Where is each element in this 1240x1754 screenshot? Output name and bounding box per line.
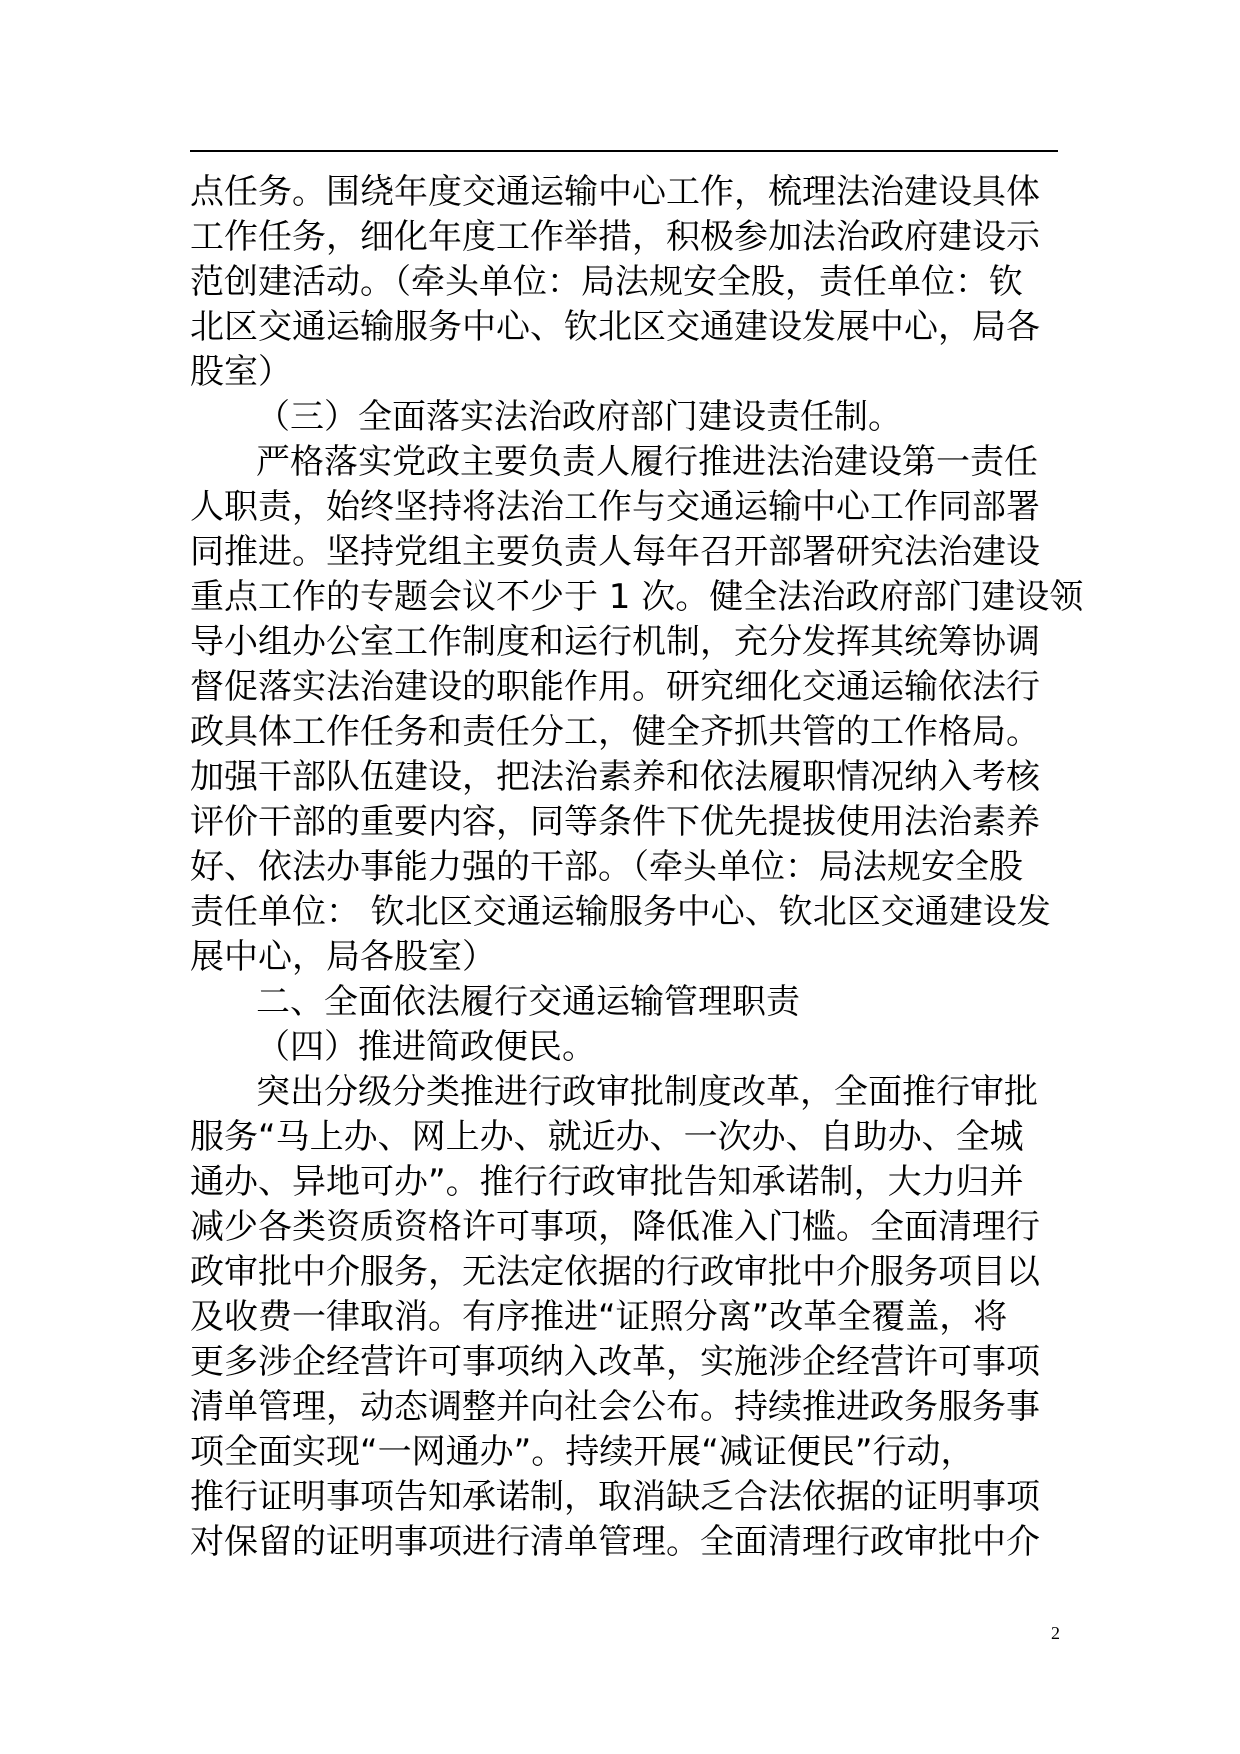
text-line: 更多涉企经营许可事项纳入改革，实施涉企经营许可事项 [190, 1342, 1040, 1382]
text-line: 同推进。坚持党组主要负责人每年召开部署研究法治建设 [190, 532, 1040, 572]
text-line: 加强干部队伍建设，把法治素养和依法履职情况纳入考核 [190, 757, 1040, 797]
text-line: 人职责，始终坚持将法治工作与交通运输中心工作同部署 [190, 487, 1040, 527]
text-line: （四）推进简政便民。 [256, 1027, 596, 1067]
text-line: 工作任务，细化年度工作举措，积极参加法治政府建设示 [190, 217, 1040, 257]
text-line: 清单管理，动态调整并向社会公布。持续推进政务服务事 [190, 1387, 1040, 1427]
text-line: 重点工作的专题会议不少于 1 次。健全法治政府部门建设领 [190, 577, 1084, 617]
text-line: 政审批中介服务，无法定依据的行政审批中介服务项目以 [190, 1252, 1040, 1292]
text-line: （三）全面落实法治政府部门建设责任制。 [256, 397, 902, 437]
text-line: 责任单位： 钦北区交通运输服务中心、钦北区交通建设发 [190, 892, 1051, 932]
text-line: 评价干部的重要内容，同等条件下优先提拔使用法治素养 [190, 802, 1040, 842]
text-line: 二、全面依法履行交通运输管理职责 [256, 982, 800, 1022]
text-line: 对保留的证明事项进行清单管理。全面清理行政审批中介 [190, 1522, 1040, 1562]
text-line: 及收费一律取消。有序推进“证照分离”改革全覆盖，将 [190, 1297, 1008, 1337]
header-rule [190, 150, 1058, 152]
text-line: 严格落实党政主要负责人履行推进法治建设第一责任 [256, 442, 1038, 482]
text-line: 督促落实法治建设的职能作用。研究细化交通运输依法行 [190, 667, 1040, 707]
text-line: 服务“马上办、网上办、就近办、一次办、自助办、全城 [190, 1117, 1024, 1157]
text-line: 导小组办公室工作制度和运行机制，充分发挥其统筹协调 [190, 622, 1040, 662]
text-line: 好、依法办事能力强的干部。（牵头单位：局法规安全股 [190, 847, 1023, 887]
text-line: 推行证明事项告知承诺制，取消缺乏合法依据的证明事项 [190, 1477, 1040, 1517]
text-line: 通办、异地可办”。推行行政审批告知承诺制，大力归并 [190, 1162, 1024, 1202]
text-line: 股室） [190, 352, 292, 392]
body-text [190, 170, 1084, 1565]
text-line: 点任务。围绕年度交通运输中心工作，梳理法治建设具体 [190, 172, 1040, 212]
text-line: 减少各类资质资格许可事项，降低准入门槛。全面清理行 [190, 1207, 1040, 1247]
text-line: 政具体工作任务和责任分工，健全齐抓共管的工作格局。 [190, 712, 1040, 752]
page-number: 2 [1051, 1623, 1060, 1643]
text-line: 展中心，局各股室） [190, 937, 496, 977]
text-line: 北区交通运输服务中心、钦北区交通建设发展中心，局各 [190, 307, 1040, 347]
text-line: 范创建活动。（牵头单位：局法规安全股，责任单位：钦 [190, 262, 1023, 302]
text-line: 突出分级分类推进行政审批制度改革，全面推行审批 [256, 1072, 1038, 1112]
text-line: 项全面实现“一网通办”。持续开展“减证便民”行动， [190, 1432, 975, 1472]
